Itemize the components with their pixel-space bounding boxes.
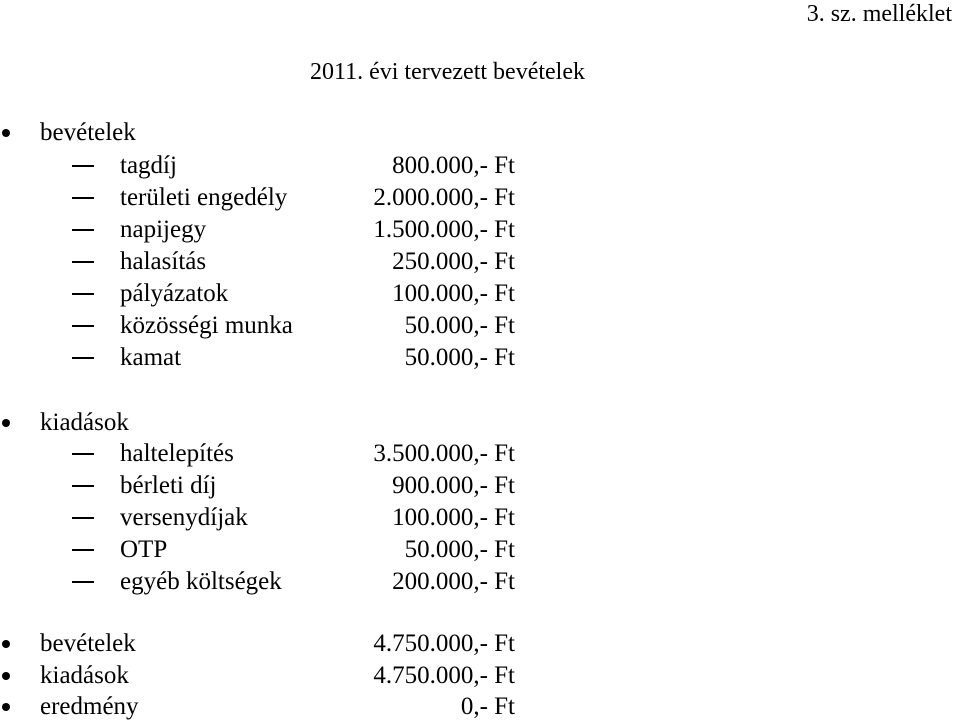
dash-icon [72, 261, 94, 263]
income-item-row [0, 281, 960, 311]
expense-item-label: egyéb költségek [120, 568, 282, 595]
expense-item-row [0, 441, 960, 471]
dash-icon [72, 165, 94, 167]
income-item-label: területi engedély [120, 184, 288, 211]
income-item-label: halasítás [120, 248, 207, 275]
income-item-row [0, 217, 960, 247]
expense-item-row [0, 569, 960, 599]
bullet-icon [2, 703, 10, 711]
summary-amount: 4.750.000,- Ft [373, 662, 515, 689]
income-heading: bevételek [40, 119, 136, 146]
summary-label: eredmény [40, 693, 139, 720]
expense-item-row [0, 537, 960, 567]
dash-icon [72, 581, 94, 583]
bullet-icon [2, 640, 10, 648]
bullet-icon [2, 672, 10, 680]
summary-label: kiadások [40, 662, 129, 689]
expense-item-amount: 900.000,- Ft [392, 472, 515, 499]
expense-item-label: OTP [120, 536, 168, 563]
annex-label: 3. sz. melléklet [806, 1, 952, 27]
expense-item-label: versenydíjak [120, 504, 248, 531]
income-item-amount: 2.000.000,- Ft [373, 184, 515, 211]
income-item-label: tagdíj [120, 152, 177, 179]
income-item-label: pályázatok [120, 280, 229, 307]
expenses-heading: kiadások [40, 409, 129, 436]
income-item-label: kamat [120, 344, 182, 371]
expense-item-amount: 200.000,- Ft [392, 568, 515, 595]
income-item-amount: 100.000,- Ft [392, 280, 515, 307]
income-item-label: napijegy [120, 216, 207, 243]
summary-amount: 0,- Ft [460, 693, 515, 720]
page-title: 2011. évi tervezett bevételek [310, 59, 585, 85]
expense-item-label: haltelepítés [120, 440, 234, 467]
bullet-icon [2, 419, 10, 427]
expenses-heading-row [0, 410, 960, 440]
dash-icon [72, 293, 94, 295]
income-item-amount: 800.000,- Ft [392, 152, 515, 179]
income-item-amount: 1.500.000,- Ft [373, 216, 515, 243]
income-item-row [0, 153, 960, 183]
income-item-row [0, 313, 960, 343]
dash-icon [72, 197, 94, 199]
summary-row [0, 663, 960, 693]
income-item-amount: 50.000,- Ft [404, 344, 515, 371]
bullet-icon [2, 129, 10, 137]
dash-icon [72, 549, 94, 551]
dash-icon [72, 517, 94, 519]
income-item-row [0, 249, 960, 279]
expense-item-amount: 50.000,- Ft [404, 536, 515, 563]
dash-icon [72, 325, 94, 327]
dash-icon [72, 453, 94, 455]
expense-item-amount: 100.000,- Ft [392, 504, 515, 531]
expense-item-row [0, 473, 960, 503]
income-item-amount: 50.000,- Ft [404, 312, 515, 339]
dash-icon [72, 229, 94, 231]
expense-item-row [0, 505, 960, 535]
income-item-label: közösségi munka [120, 312, 293, 339]
summary-amount: 4.750.000,- Ft [373, 630, 515, 657]
income-heading-row [0, 120, 960, 150]
expense-item-label: bérleti díj [120, 472, 217, 499]
dash-icon [72, 357, 94, 359]
summary-row [0, 631, 960, 661]
income-item-row [0, 345, 960, 375]
summary-row [0, 694, 960, 724]
income-item-amount: 250.000,- Ft [392, 248, 515, 275]
summary-label: bevételek [40, 630, 136, 657]
expense-item-amount: 3.500.000,- Ft [373, 440, 515, 467]
dash-icon [72, 485, 94, 487]
income-item-row [0, 185, 960, 215]
